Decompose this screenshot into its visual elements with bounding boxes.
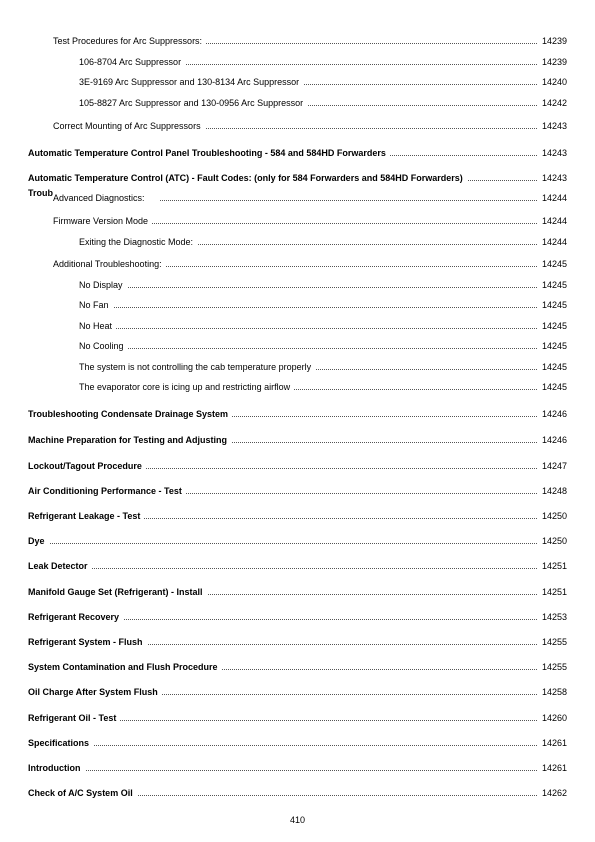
toc-entry-title: Refrigerant Oil - Test — [28, 712, 120, 724]
toc-entry-title: Introduction — [28, 762, 85, 774]
toc-entry[interactable] — [0, 636, 595, 650]
toc-entry[interactable] — [0, 485, 595, 499]
toc-entry-page: 14260 — [539, 712, 567, 724]
toc-entry[interactable] — [0, 56, 595, 70]
toc-entry-page: 14247 — [539, 460, 567, 472]
toc-entry[interactable] — [0, 35, 595, 49]
toc-entry[interactable] — [0, 381, 595, 395]
toc-entry-title: Refrigerant System - Flush — [28, 636, 147, 648]
toc-entry-page: 14245 — [539, 340, 567, 352]
toc-entry-page: 14251 — [539, 586, 567, 598]
toc-entry[interactable] — [0, 787, 595, 801]
toc-entry-page: 14258 — [539, 686, 567, 698]
leader-dots — [79, 307, 537, 308]
toc-entry-title: Refrigerant Leakage - Test — [28, 510, 144, 522]
toc-entry[interactable] — [0, 215, 595, 229]
toc-entry-title: Firmware Version Mode — [53, 215, 152, 227]
leader-dots — [160, 200, 537, 201]
toc-entry-page: 14239 — [539, 56, 567, 68]
toc-entry-page: 14246 — [539, 408, 567, 420]
toc-entry-title: Refrigerant Recovery — [28, 611, 123, 623]
toc-entry-page: 14245 — [539, 361, 567, 373]
toc-entry[interactable] — [0, 258, 595, 272]
toc-entry-page: 14239 — [539, 35, 567, 47]
toc-entry-page: 14245 — [539, 381, 567, 393]
toc-entry-title: The evaporator core is icing up and restricting airflow — [79, 381, 294, 393]
toc-entry-title: Check of A/C System Oil — [28, 787, 137, 799]
toc-entry-title: Advanced Diagnostics: — [53, 193, 145, 203]
toc-entry[interactable] — [0, 560, 595, 574]
toc-entry-page: 14245 — [539, 258, 567, 270]
toc-entry[interactable] — [0, 762, 595, 776]
toc-entry-page: 14245 — [539, 299, 567, 311]
toc-entry[interactable] — [0, 172, 595, 186]
toc-entry[interactable] — [0, 434, 595, 448]
toc-entry[interactable] — [0, 120, 595, 134]
toc-entry-title: Correct Mounting of Arc Suppressors — [53, 120, 205, 132]
page-number: 410 — [289, 815, 306, 825]
toc-entry-title: No Display — [79, 279, 127, 291]
toc-entry-page: 14253 — [539, 611, 567, 623]
toc-entry-page: 14261 — [539, 737, 567, 749]
toc-entry-page: 14251 — [539, 560, 567, 572]
toc-entry-title: Leak Detector — [28, 560, 92, 572]
toc-entry[interactable] — [0, 97, 595, 111]
toc-entry-title: Lockout/Tagout Procedure — [28, 460, 146, 472]
toc-entry-title: Additional Troubleshooting: — [53, 258, 166, 270]
toc-entry-title: 106-8704 Arc Suppressor — [79, 56, 185, 68]
toc-entry[interactable] — [0, 320, 595, 334]
toc-entry-title: 105-8827 Arc Suppressor and 130-0956 Arc Suppressor — [79, 97, 307, 109]
toc-entry-title: Exiting the Diagnostic Mode: — [79, 236, 197, 248]
toc-entry-page: 14243 — [539, 120, 567, 132]
toc-entry-page: 14244 — [539, 215, 567, 227]
toc-entry-title: Troubleshooting Condensate Drainage System — [28, 408, 232, 420]
toc-entry-title: The system is not controlling the cab temperature properly — [79, 361, 315, 373]
toc-entry-title: 3E-9169 Arc Suppressor and 130-8134 Arc Suppressor — [79, 76, 303, 88]
toc-entry-title: Automatic Temperature Control Panel Troubleshooting - 584 and 584HD Forwarders — [28, 147, 390, 159]
toc-entry[interactable] — [0, 712, 595, 726]
toc-entry-page: 14242 — [539, 97, 567, 109]
toc-entry[interactable] — [0, 299, 595, 313]
toc-entry-page: 14244 — [539, 236, 567, 248]
toc-entry[interactable] — [0, 535, 595, 549]
toc-entry[interactable] — [0, 408, 595, 422]
toc-entry[interactable] — [0, 686, 595, 700]
toc-entry-page: 14244 — [539, 192, 567, 204]
toc-entry[interactable] — [0, 340, 595, 354]
toc-entry-title: Air Conditioning Performance - Test — [28, 485, 186, 497]
leader-dots — [28, 568, 537, 569]
toc-entry-title: No Cooling — [79, 340, 128, 352]
toc-entry-page: 14243 — [539, 172, 567, 184]
toc-entry[interactable] — [0, 76, 595, 90]
toc-entry-title: No Heat — [79, 320, 116, 332]
leader-dots — [28, 543, 537, 544]
toc-entry-page: 14255 — [539, 661, 567, 673]
toc-entry[interactable] — [0, 661, 595, 675]
toc-entry-title: No Fan — [79, 299, 113, 311]
toc-entry-page: 14262 — [539, 787, 567, 799]
toc-entry[interactable] — [0, 236, 595, 250]
toc-entry-title: Oil Charge After System Flush — [28, 686, 162, 698]
leader-dots — [79, 287, 537, 288]
toc-entry-page: 14248 — [539, 485, 567, 497]
toc-entry[interactable] — [0, 192, 595, 206]
toc-entry-page: 14261 — [539, 762, 567, 774]
toc-entry[interactable] — [0, 361, 595, 375]
leader-dots — [28, 770, 537, 771]
toc-entry-page: 14243 — [539, 147, 567, 159]
toc-entry-page: 14245 — [539, 279, 567, 291]
toc-entry-title: System Contamination and Flush Procedure — [28, 661, 222, 673]
toc-entry-title: Test Procedures for Arc Suppressors: — [53, 35, 206, 47]
toc-entry-page: 14245 — [539, 320, 567, 332]
toc-entry-page: 14250 — [539, 535, 567, 547]
leader-dots — [79, 328, 537, 329]
toc-entry[interactable] — [0, 737, 595, 751]
toc-entry[interactable] — [0, 460, 595, 474]
toc-entry[interactable] — [0, 279, 595, 293]
leader-dots — [28, 745, 537, 746]
toc-entry-page: 14240 — [539, 76, 567, 88]
toc-entry-page: 14255 — [539, 636, 567, 648]
toc-entry[interactable] — [0, 586, 595, 600]
toc-entry[interactable] — [0, 510, 595, 524]
overlapping-heading-fragment: Troub — [28, 188, 53, 198]
leader-dots — [79, 348, 537, 349]
toc-entry[interactable] — [0, 611, 595, 625]
toc-entry-title: Manifold Gauge Set (Refrigerant) - Install — [28, 586, 207, 598]
toc-entry-page: 14250 — [539, 510, 567, 522]
toc-entry-title: Dye — [28, 535, 49, 547]
toc-entry-title: Specifications — [28, 737, 93, 749]
toc-entry-title: Machine Preparation for Testing and Adjusting — [28, 434, 231, 446]
toc-entry[interactable] — [0, 147, 595, 161]
toc-entry-page: 14246 — [539, 434, 567, 446]
toc-entry-title: Automatic Temperature Control (ATC) - Fault Codes: (only for 584 Forwarders and 584HD Forwarders) — [28, 172, 467, 184]
